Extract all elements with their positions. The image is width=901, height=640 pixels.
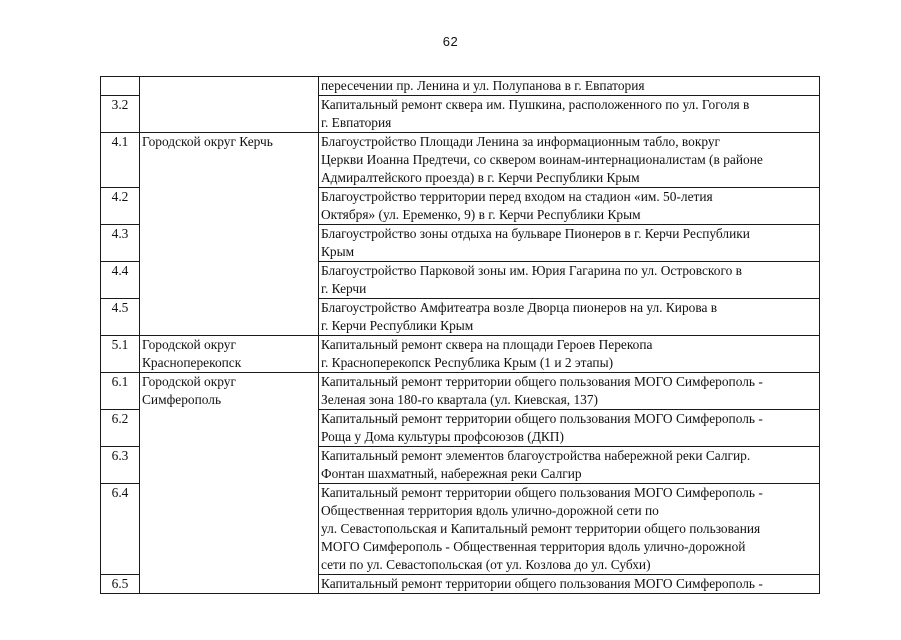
- row-number-cell: [101, 299, 140, 336]
- page-number: 62: [442, 34, 459, 49]
- row-number: 4.5: [111, 300, 129, 315]
- row-number-cell: [101, 484, 140, 575]
- municipality-cell: [140, 336, 319, 373]
- object-text-line: Капитальный ремонт элементов благоустройства набережной реки Салгир.: [321, 448, 751, 463]
- object-cell: [319, 188, 820, 225]
- row-number-cell: [101, 373, 140, 410]
- municipality-name: Городской округ: [142, 337, 236, 352]
- row-number: 3.2: [111, 97, 129, 112]
- object-cell: [319, 96, 820, 133]
- object-text-line: Октября» (ул. Еременко, 9) в г. Керчи Республики Крым: [321, 207, 641, 222]
- table-row: [101, 77, 820, 96]
- projects-table: [100, 76, 820, 594]
- object-text-line: Благоустройство Амфитеатра возле Дворца пионеров на ул. Кирова в: [321, 300, 718, 315]
- row-number-cell: [101, 77, 140, 96]
- object-text-line: Фонтан шахматный, набережная реки Салгир: [321, 466, 582, 481]
- object-cell: [319, 373, 820, 410]
- municipality-name: Городской округ Керчь: [142, 134, 273, 149]
- row-number: 6.4: [111, 485, 129, 500]
- row-number-cell: [101, 188, 140, 225]
- municipality-cell: [140, 373, 319, 594]
- object-cell: [319, 336, 820, 373]
- object-text-line: г. Евпатория: [321, 115, 392, 130]
- municipality-cell: [140, 133, 319, 336]
- row-number-cell: [101, 447, 140, 484]
- object-cell: [319, 225, 820, 262]
- row-number-cell: [101, 262, 140, 299]
- object-text-line: Капитальный ремонт территории общего пользования МОГО Симферополь -: [321, 374, 763, 389]
- municipality-name: Городской округ: [142, 374, 236, 389]
- object-text-line: Капитальный ремонт сквера им. Пушкина, расположенного по ул. Гоголя в: [321, 97, 750, 112]
- object-text-line: Капитальный ремонт территории общего пользования МОГО Симферополь -: [321, 411, 763, 426]
- row-number: 6.5: [111, 576, 129, 591]
- row-number-cell: [101, 575, 140, 594]
- row-number: 6.2: [111, 411, 129, 426]
- object-text-line: Благоустройство Площади Ленина за информационным табло, вокруг: [321, 134, 721, 149]
- object-cell: [319, 77, 820, 96]
- object-text-line: г. Керчи: [321, 281, 367, 296]
- row-number: 4.1: [111, 134, 129, 149]
- row-number-cell: [101, 133, 140, 188]
- row-number: 5.1: [111, 337, 129, 352]
- row-number: 6.3: [111, 448, 129, 463]
- object-text-line: ул. Севастопольская и Капитальный ремонт территории общего пользования: [321, 521, 761, 536]
- row-number-cell: [101, 336, 140, 373]
- object-text-line: Капитальный ремонт территории общего пользования МОГО Симферополь -: [321, 576, 763, 591]
- object-cell: [319, 262, 820, 299]
- object-text-line: Капитальный ремонт сквера на площади Героев Перекопа: [321, 337, 653, 352]
- object-cell: [319, 299, 820, 336]
- object-text-line: Адмиралтейского проезда) в г. Керчи Республики Крым: [321, 170, 640, 185]
- row-number: 4.2: [111, 189, 129, 204]
- object-text-line: г. Керчи Республики Крым: [321, 318, 474, 333]
- object-text-line: Церкви Иоанна Предтечи, со сквером воинам-интернационалистам (в районе: [321, 152, 763, 167]
- object-text-line: сети по ул. Севастопольская (от ул. Козлова до ул. Субхи): [321, 557, 651, 572]
- object-text-line: Капитальный ремонт территории общего пользования МОГО Симферополь -: [321, 485, 763, 500]
- row-number: 6.1: [111, 374, 129, 389]
- row-number-cell: [101, 96, 140, 133]
- row-number-cell: [101, 225, 140, 262]
- object-cell: [319, 410, 820, 447]
- object-cell: [319, 575, 820, 594]
- municipality-name: Красноперекопск: [142, 355, 242, 370]
- object-cell: [319, 447, 820, 484]
- row-number-cell: [101, 410, 140, 447]
- object-text-line: Роща у Дома культуры профсоюзов (ДКП): [321, 429, 564, 444]
- object-text-line: Благоустройство территории перед входом на стадион «им. 50-летия: [321, 189, 713, 204]
- table-row: [101, 336, 820, 373]
- object-text-line: г. Красноперекопск Республика Крым (1 и 2 этапы): [321, 355, 614, 370]
- object-text-line: Общественная территория вдоль улично-дорожной сети по: [321, 503, 659, 518]
- municipality-cell: [140, 77, 319, 133]
- object-text-line: пересечении пр. Ленина и ул. Полупанова в г. Евпатория: [321, 78, 645, 93]
- object-text-line: Зеленая зона 180-го квартала (ул. Киевская, 137): [321, 392, 598, 407]
- municipality-name: Симферополь: [142, 392, 222, 407]
- table-row: [101, 133, 820, 188]
- object-text-line: Крым: [321, 244, 355, 259]
- object-text-line: Благоустройство зоны отдыха на бульваре Пионеров в г. Керчи Республики: [321, 226, 750, 241]
- row-number: 4.4: [111, 263, 129, 278]
- object-cell: [319, 484, 820, 575]
- object-text-line: МОГО Симферополь - Общественная территория вдоль улично-дорожной: [321, 539, 746, 554]
- table-row: [101, 373, 820, 410]
- row-number: 4.3: [111, 226, 129, 241]
- object-cell: [319, 133, 820, 188]
- object-text-line: Благоустройство Парковой зоны им. Юрия Гагарина по ул. Островского в: [321, 263, 742, 278]
